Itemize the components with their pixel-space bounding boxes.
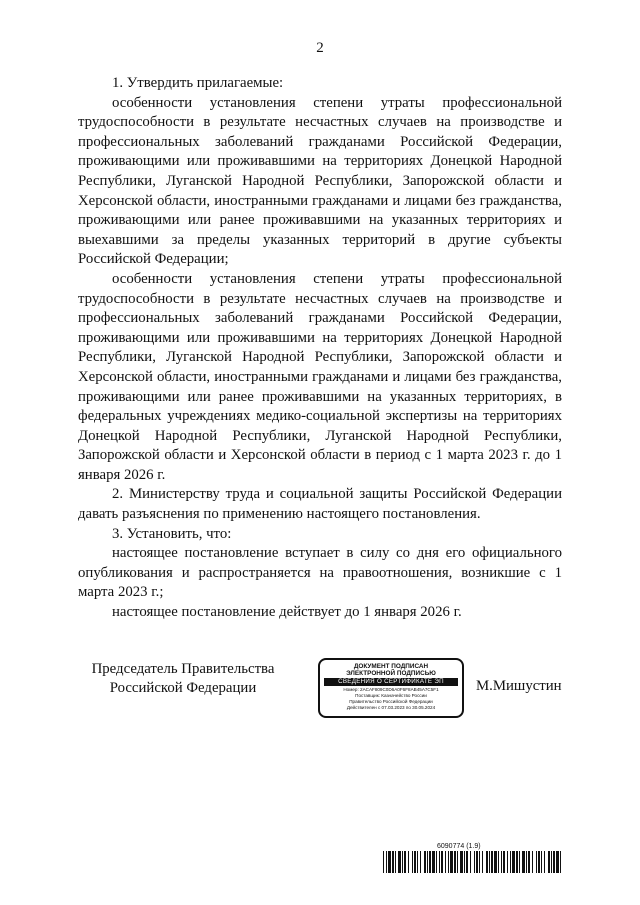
- paragraph: особенности установления степени утраты профессиональной трудоспособности в результате несчастных случаев на производстве и профессиональных заболеваний гражданами Российской Федерации, проживающими или проживавшими на территориях Донецкой Народной Республики, Луганской Народной Республики, Запорожской области и Херсонской области, иностранными гражданами и лицами без гражданства, проживающими или ранее проживавшими на указанных территориях, в федеральных учреждениях медико-социальной экспертизы на территориях Донецкой Народной Республики, Луганской Народной Республики, Запорожской области и Херсонской области в период с 1 марта 2023 г. до 1 января 2026 г.: [78, 270, 562, 483]
- stamp-validity: Действителен с 07.03.2023 по 30.05.2024: [346, 705, 436, 710]
- signatory-position-line1: Председатель Правительства: [91, 661, 275, 677]
- stamp-band: СВЕДЕНИЯ О СЕРТИФИКАТЕ ЭП: [324, 678, 458, 686]
- paragraph: 2. Министерству труда и социальной защиты Российской Федерации давать разъяснения по применению настоящего постановления.: [78, 486, 562, 523]
- stamp-issuer: Поставщик: Казначейство России: [355, 693, 427, 698]
- stamp-serial: Номер: 2ACAF809C0D6A0F6F8AB45A7C5F1: [343, 687, 439, 692]
- electronic-signature-stamp: [318, 658, 464, 718]
- signatory-name: М.Мишустин: [476, 678, 562, 694]
- page-number: 2: [316, 40, 324, 56]
- stamp-title-line2: ЭЛЕКТРОННОЙ ПОДПИСЬЮ: [346, 670, 436, 677]
- barcode-icon: [383, 851, 561, 873]
- barcode-label: 6090774 (1.9): [437, 843, 481, 850]
- paragraph: настоящее постановление вступает в силу со дня его официального опубликования и распространяется на правоотношения, возникшие с 1 марта 2023 г.;: [78, 545, 562, 601]
- paragraph: настоящее постановление действует до 1 января 2026 г.: [112, 604, 462, 621]
- stamp-title-line1: ДОКУМЕНТ ПОДПИСАН: [353, 663, 429, 670]
- stamp-owner: Правительство Российской Федерации: [349, 699, 433, 704]
- signatory-position: [78, 660, 288, 698]
- paragraph: 1. Утвердить прилагаемые:: [112, 75, 284, 91]
- paragraph: 3. Установить, что:: [112, 525, 232, 542]
- signatory-position-line2: Российской Федерации: [109, 680, 257, 696]
- signature-block: [0, 658, 640, 728]
- document-body: [78, 74, 562, 623]
- paragraph: особенности установления степени утраты профессиональной трудоспособности в результате несчастных случаев на производстве и профессиональных заболеваний гражданами Российской Федерации, проживающими или проживавшими на территориях Донецкой Народной Республики, Луганской Народной Республики, Запорожской области и Херсонской области, иностранными гражданами и лицами без гражданства, проживающими или ранее проживавшими на указанных территориях и выехавшими за пределы указанных территорий в другие субъекты Российской Федерации;: [78, 94, 562, 268]
- barcode-block: [383, 843, 561, 873]
